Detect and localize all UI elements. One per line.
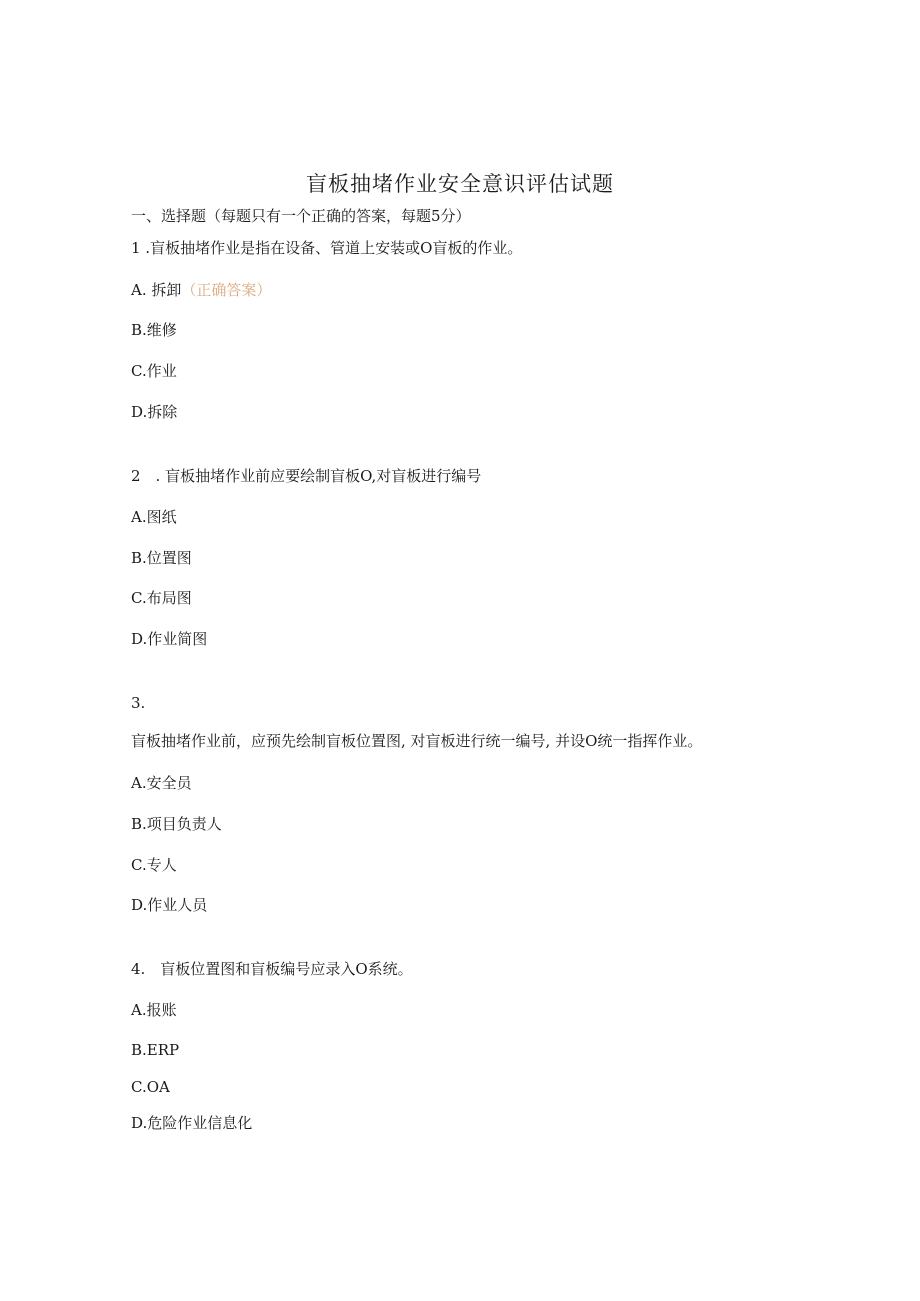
question-2-option-a: A.图纸 [131, 508, 177, 526]
correct-answer-note: （正确答案） [181, 281, 272, 299]
question-2-option-c: C.布局图 [131, 589, 192, 607]
question-3-number: 3. [131, 694, 146, 712]
question-4-option-a: A.报账 [131, 1001, 177, 1019]
question-4-option-c: C.OA [131, 1078, 170, 1096]
question-4-option-b: B.ERP [131, 1041, 180, 1059]
question-2-option-b: B.位置图 [131, 549, 192, 567]
section-heading: 一、选择题（每题只有一个正确的答案，每题5分） [131, 207, 471, 225]
question-4-stem: 4. 盲板位置图和盲板编号应录入O系统。 [131, 960, 413, 978]
question-1-option-c: C.作业 [131, 362, 177, 380]
question-3-stem: 盲板抽堵作业前，应预先绘制盲板位置图, 对盲板进行统一编号, 并设O统一指挥作业。 [131, 732, 703, 750]
question-1-option-a [131, 280, 271, 300]
question-1-option-b: B.维修 [131, 321, 177, 339]
question-4-option-d: D.危险作业信息化 [131, 1114, 253, 1132]
question-3-option-d: D.作业人员 [131, 896, 208, 914]
question-3-option-c: C.专人 [131, 856, 177, 874]
page-title: 盲板抽堵作业安全意识评估试题 [306, 172, 614, 196]
question-1-stem: 1 .盲板抽堵作业是指在设备、管道上安装或O盲板的作业。 [131, 239, 523, 257]
question-1-option-d: D.拆除 [131, 403, 178, 421]
option-label: A. 拆卸 [131, 281, 182, 299]
question-2-option-d: D.作业简图 [131, 630, 208, 648]
question-3-option-a: A.安全员 [131, 774, 192, 792]
question-2-stem: 2 . 盲板抽堵作业前应要绘制盲板O,对盲板进行编号 [131, 467, 482, 485]
question-3-option-b: B.项目负责人 [131, 815, 222, 833]
